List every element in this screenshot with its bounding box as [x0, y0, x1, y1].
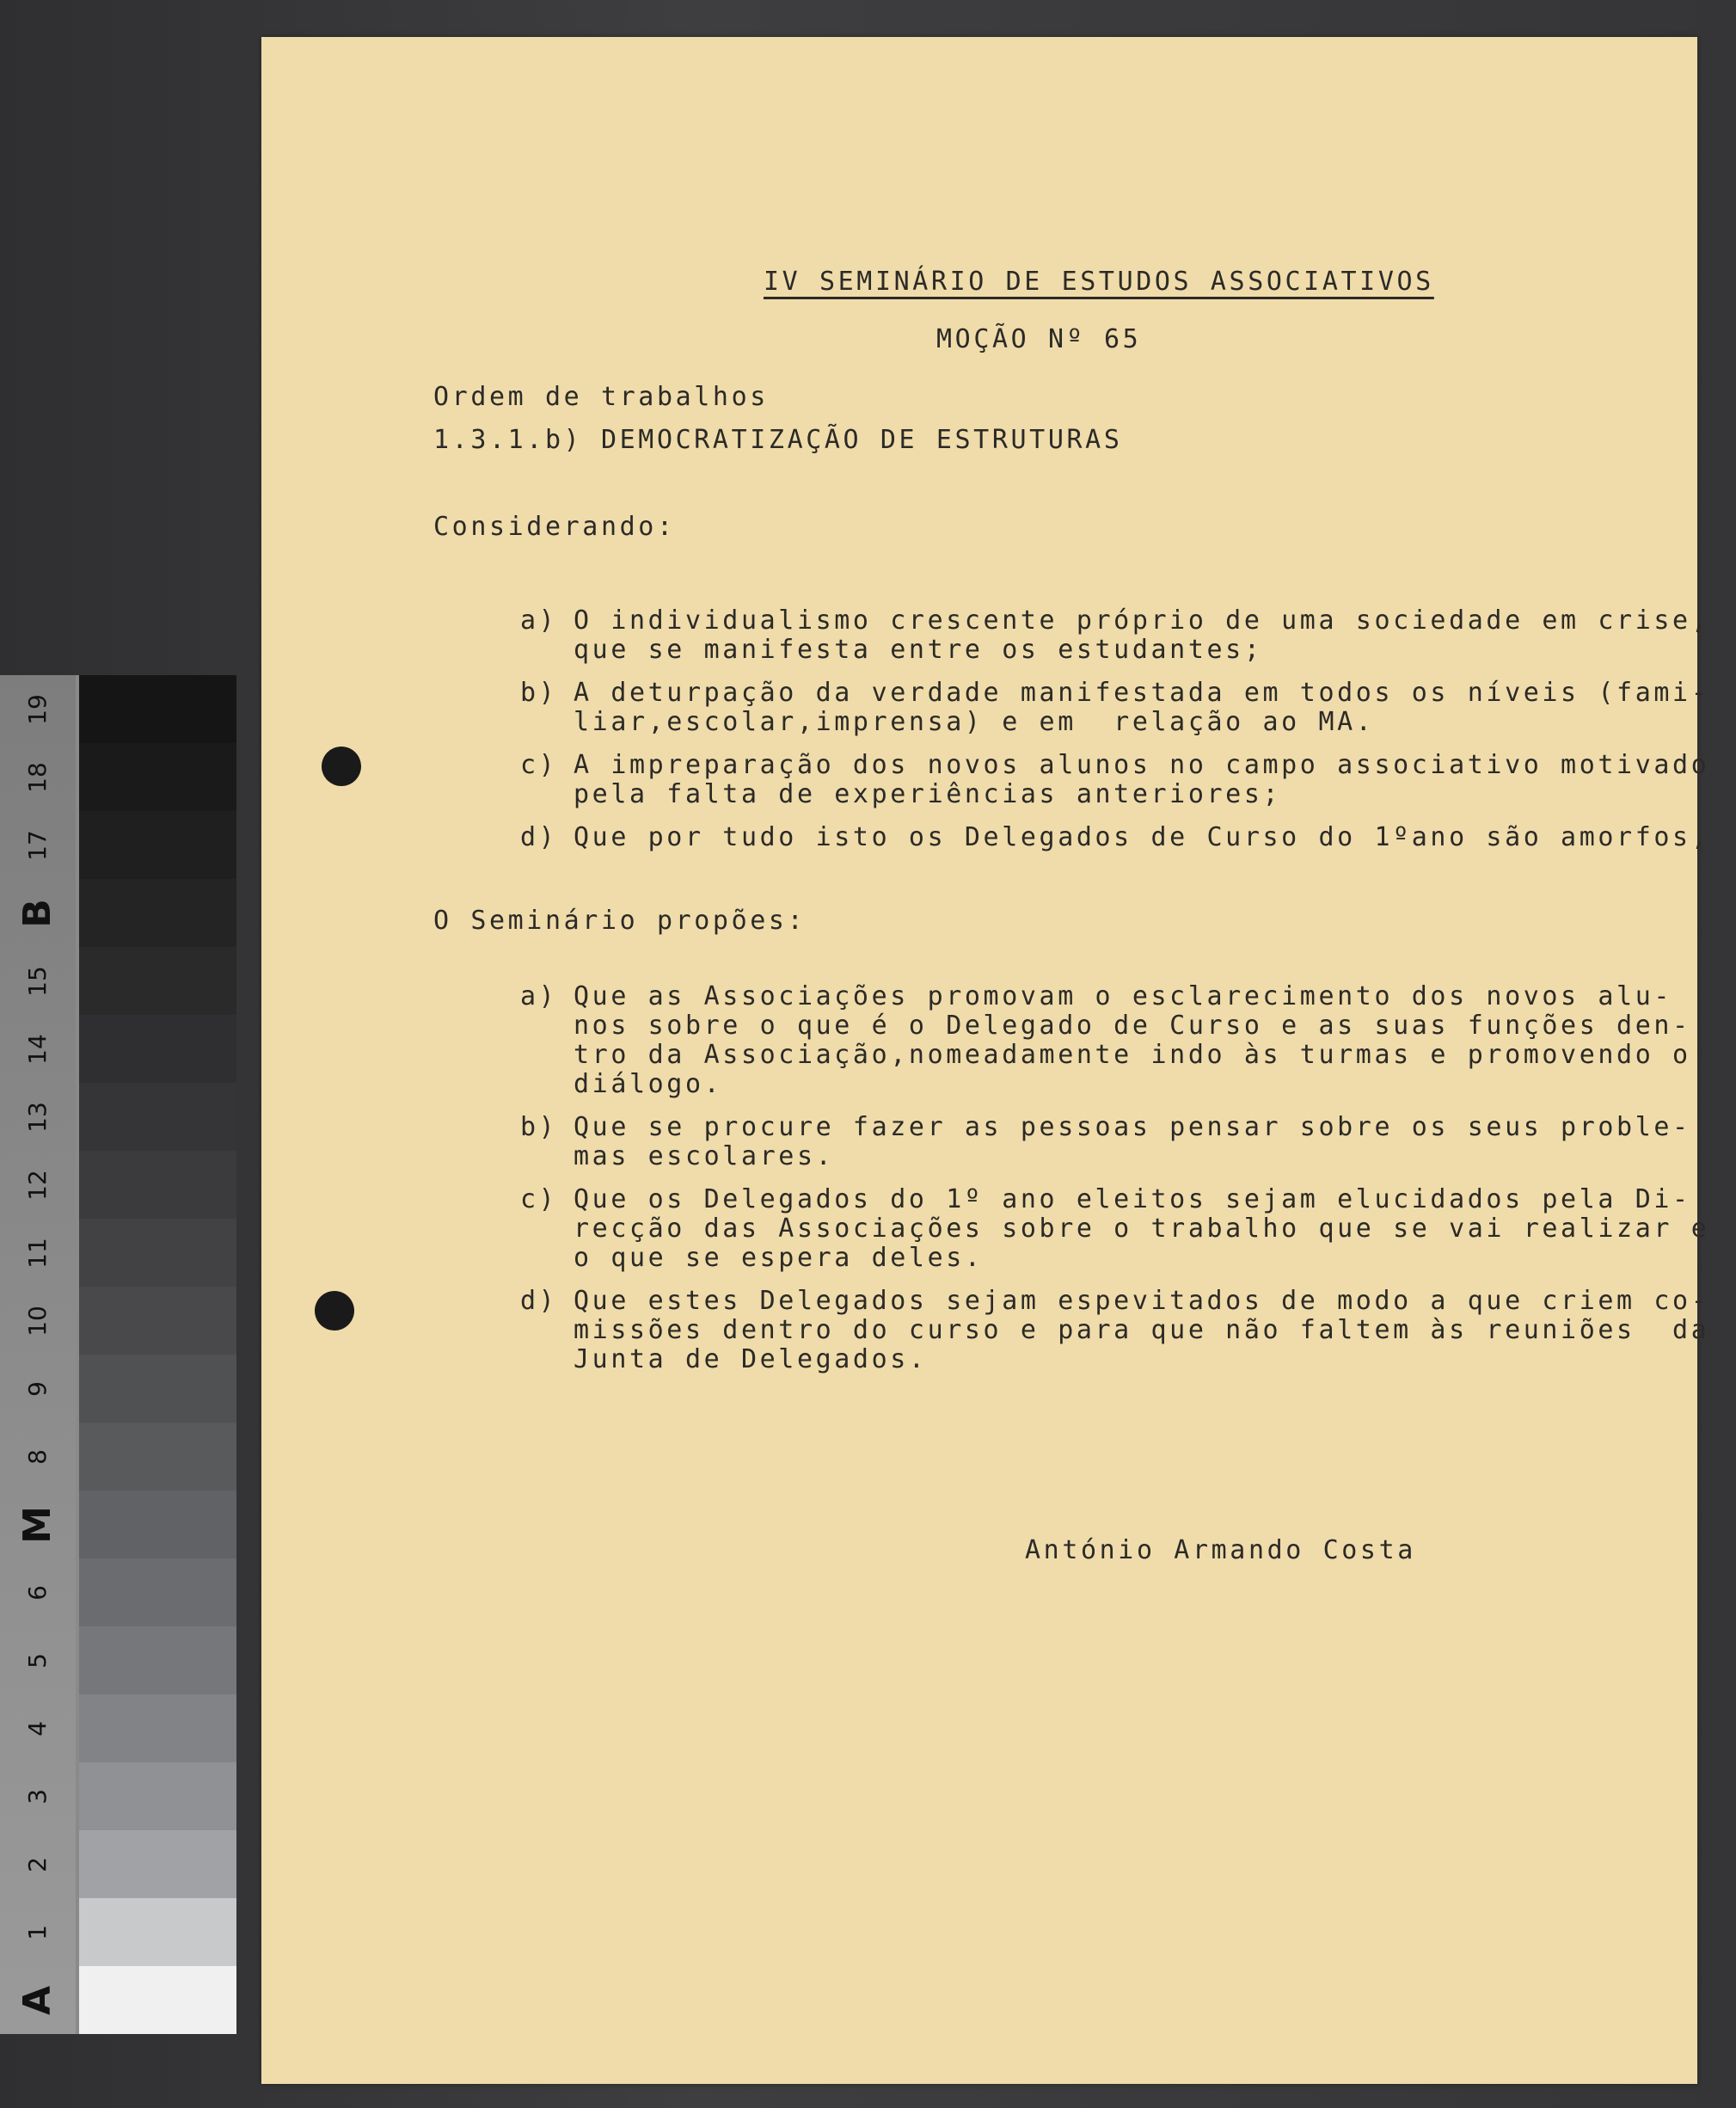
grey-patch — [79, 1966, 236, 2034]
item-line: Que se procure fazer as pessoas pensar sobre os seus proble- — [574, 1112, 1691, 1142]
item-text — [574, 1113, 1691, 1171]
item-text — [574, 679, 1709, 737]
scale-mark: B — [15, 898, 59, 928]
item-line: O individualismo crescente próprio de uma sociedade em crise, — [574, 605, 1710, 636]
scale-mark: 3 — [23, 1788, 52, 1804]
grey-patch — [79, 879, 236, 947]
grey-patch — [79, 1558, 236, 1626]
considering-heading: Considerando: — [433, 512, 676, 542]
scale-mark: 19 — [23, 693, 52, 725]
grey-patch — [79, 1355, 236, 1423]
item-label: b) — [520, 1112, 558, 1142]
item-line: liar,escolar,imprensa) e em relação ao MA. — [574, 707, 1375, 737]
scale-mark: 18 — [23, 761, 52, 793]
grey-patch — [79, 1490, 236, 1558]
document-title: IV SEMINÁRIO DE ESTUDOS ASSOCIATIVOS — [764, 267, 1434, 297]
item-line: nos sobre o que é o Delegado de Curso e as suas funções den- — [574, 1011, 1691, 1041]
grey-patch — [79, 1762, 236, 1830]
grey-patch — [79, 1015, 236, 1083]
grey-patch — [79, 947, 236, 1015]
item-line: missões dentro do curso e para que não faltem às reuniões da — [574, 1315, 1710, 1345]
grey-patches — [79, 675, 236, 2034]
item-line: o que se espera deles. — [574, 1243, 984, 1273]
grey-patch — [79, 1626, 236, 1694]
item-line: Que as Associações promovam o esclarecimento dos novos alu- — [574, 981, 1673, 1011]
scale-mark: 10 — [23, 1305, 52, 1337]
grey-patch — [79, 1151, 236, 1219]
item-line: Que os Delegados do 1º ano eleitos sejam elucidados pela Di- — [574, 1184, 1691, 1214]
punch-hole — [315, 1291, 354, 1331]
item-text — [574, 1287, 1709, 1374]
item-label: c) — [520, 1184, 558, 1214]
grey-patch — [79, 1287, 236, 1355]
color-calibration-target — [0, 675, 236, 2034]
item-text — [574, 982, 1691, 1099]
scale-mark: 6 — [23, 1584, 52, 1601]
scale-mark: 14 — [23, 1033, 52, 1065]
grey-patch — [79, 1694, 236, 1762]
scale-mark: 13 — [23, 1101, 52, 1133]
scale-mark: 9 — [23, 1380, 52, 1397]
item-text — [574, 751, 1709, 809]
item-text — [574, 606, 1709, 665]
grey-patch — [79, 675, 236, 743]
grey-patch — [79, 1083, 236, 1151]
scale-mark: 15 — [23, 965, 52, 997]
item-line: pela falta de experiências anteriores; — [574, 779, 1282, 809]
grey-patch — [79, 1423, 236, 1490]
item-line: A deturpação da verdade manifestada em todos os níveis (fami- — [574, 678, 1710, 708]
grey-patch — [79, 1830, 236, 1898]
agenda-item: 1.3.1.b) DEMOCRATIZAÇÃO DE ESTRUTURAS — [433, 425, 1123, 455]
scale-mark: 12 — [23, 1169, 52, 1201]
item-line: Que estes Delegados sejam espevitados de modo a que criem co- — [574, 1286, 1710, 1316]
item-line: Junta de Delegados. — [574, 1344, 928, 1374]
item-label: a) — [520, 605, 558, 636]
scale-mark: 17 — [23, 829, 52, 861]
scale-mark: M — [15, 1505, 59, 1544]
item-label: d) — [520, 1286, 558, 1316]
item-line: Que por tudo isto os Delegados de Curso do 1ºano são amorfos, — [574, 822, 1710, 852]
proposes-heading: O Seminário propões: — [433, 906, 807, 936]
scale-mark: A — [15, 1985, 59, 2015]
item-line: mas escolares. — [574, 1141, 835, 1171]
punch-hole — [322, 747, 361, 786]
document-page — [261, 37, 1710, 2084]
agenda-label: Ordem de trabalhos — [433, 382, 769, 412]
grey-patch — [79, 1898, 236, 1966]
signature: António Armando Costa — [1025, 1535, 1416, 1565]
item-label: c) — [520, 750, 558, 780]
item-line: recção das Associações sobre o trabalho que se vai realizar e — [574, 1214, 1710, 1244]
item-label: a) — [520, 981, 558, 1011]
scale-mark: 1 — [23, 1924, 52, 1940]
grey-patch — [79, 743, 236, 811]
item-line: que se manifesta entre os estudantes; — [574, 635, 1263, 665]
item-label: d) — [520, 822, 558, 852]
scale-mark: 5 — [23, 1652, 52, 1669]
item-line: tro da Associação,nomeadamente indo às turmas e promovendo o — [574, 1040, 1691, 1070]
scale-mark: 4 — [23, 1720, 52, 1736]
scale-mark: 8 — [23, 1448, 52, 1465]
item-label: b) — [520, 678, 558, 708]
item-text — [574, 1185, 1709, 1273]
scale-mark: 11 — [23, 1237, 52, 1269]
item-line: A impreparação dos novos alunos no campo associativo motivado — [574, 750, 1710, 780]
scale-mark: 2 — [23, 1856, 52, 1872]
item-text — [574, 823, 1709, 852]
calibration-scale — [0, 675, 76, 2034]
grey-patch — [79, 811, 236, 879]
grey-patch — [79, 1219, 236, 1287]
item-line: diálogo. — [574, 1069, 723, 1099]
motion-number: MOÇÃO Nº 65 — [936, 324, 1142, 354]
